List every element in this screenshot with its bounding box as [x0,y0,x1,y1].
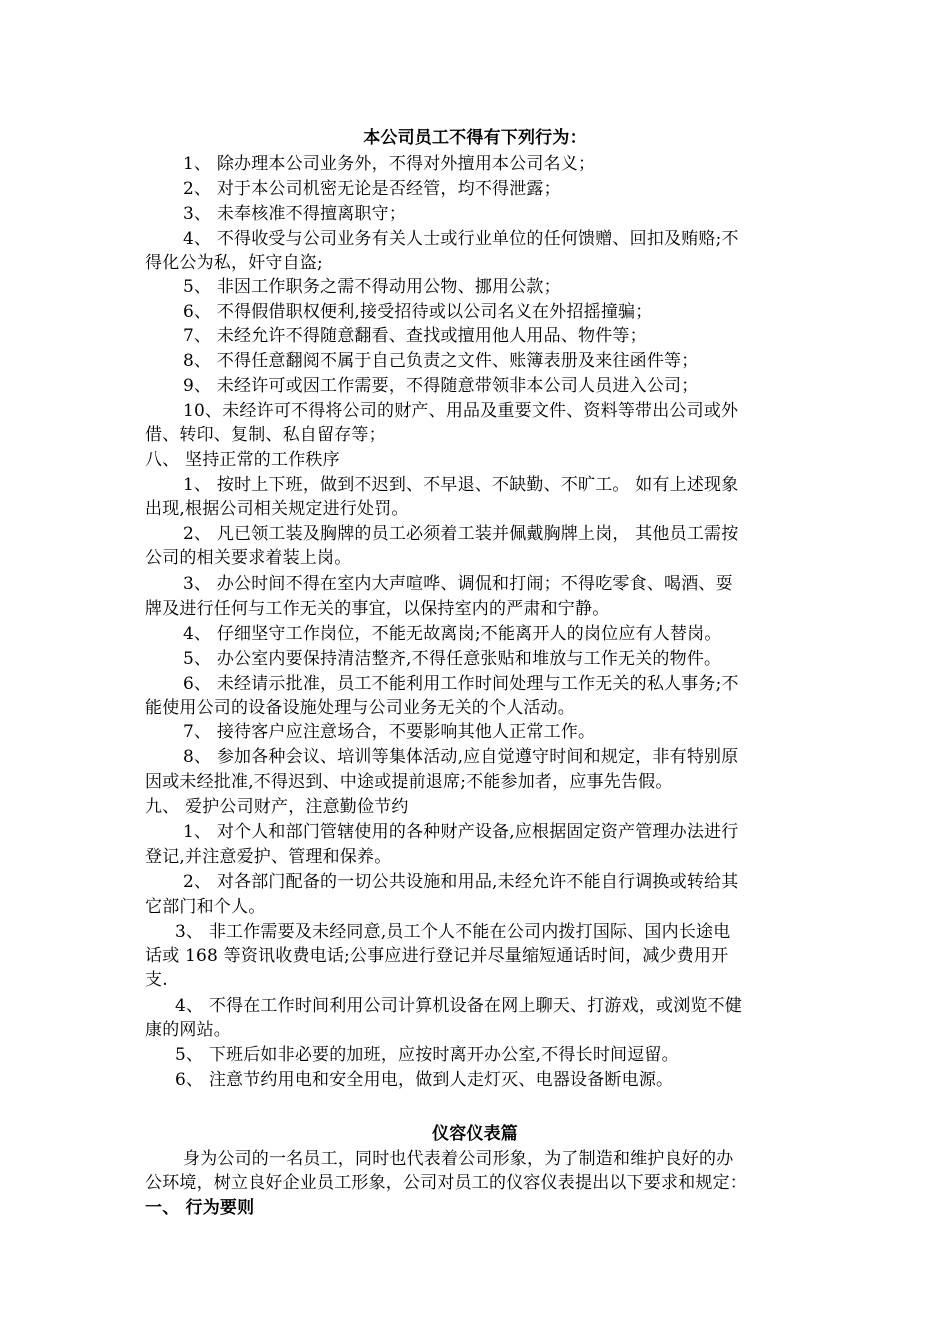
list-item: 1、 除办理本公司业务外，不得对外擅用本公司名义； [183,154,596,174]
list-item: 4、 不得在工作时间利用公司计算机设备在网上聊天、打游戏，或浏览不健 [175,996,743,1016]
list-item: 7、 未经允许不得随意翻看、查找或擅用他人用品、物件等； [183,326,647,346]
list-item-continuation: 出现,根据公司相关规定进行处罚。 [145,499,409,519]
section-heading: 八、 坚持正常的工作秩序 [145,450,340,470]
list-item: 4、 仔细坚守工作岗位，不能无故离岗;不能离开人的岗位应有人替岗。 [183,624,722,644]
section-title: 仪容仪表篇 [432,1124,518,1144]
list-item-continuation: 它部门和个人。 [145,897,266,917]
list-item: 5、 办公室内要保持清洁整齐,不得任意张贴和堆放与工作无关的物件。 [183,649,722,669]
list-item-continuation: 登记,并注意爱护、管理和保养。 [145,847,392,867]
list-item: 7、 接待客户应注意场合，不要影响其他人正常工作。 [183,722,596,742]
list-item-continuation: 支. [145,970,168,990]
list-item-continuation: 康的网站。 [145,1020,231,1040]
list-item: 6、 不得假借职权便利,接受招待或以公司名义在外招摇撞骗； [183,302,653,322]
paragraph-line: 身为公司的一名员工，同时也代表着公司形象，为了制造和维护良好的办 [183,1149,734,1169]
list-item: 9、 未经许可或因工作需要，不得随意带领非本公司人员进入公司； [183,376,699,396]
list-item: 6、 注意节约用电和安全用电，做到人走灯灭、电器设备断电源。 [175,1070,674,1090]
list-item-continuation: 话或 168 等资讯收费电话;公事应进行登记并尽量缩短通话时间，减少费用开 [145,946,729,966]
list-item-continuation: 能使用公司的设备设施处理与公司业务无关的个人活动。 [145,698,575,718]
section-heading: 九、 爱护公司财产，注意勤俭节约 [145,797,409,817]
list-item: 6、 未经请示批准，员工不能利用工作时间处理与工作无关的私人事务;不 [183,674,739,694]
list-item-continuation: 公司的相关要求着装上岗。 [145,548,352,568]
list-item: 8、 参加各种会议、培训等集体活动,应自觉遵守时间和规定，非有特别原 [183,747,739,767]
list-item: 1、 按时上下班，做到不迟到、不早退、不缺勤、不旷工。 如有上述现象 [183,475,739,495]
list-item: 5、 下班后如非必要的加班，应按时离开办公室,不得长时间逗留。 [175,1045,679,1065]
list-item: 1、 对个人和部门管辖使用的各种财产设备,应根据固定资产管理办法进行 [183,822,739,842]
list-item-continuation: 得化公为私，奸守自盗; [145,253,323,273]
list-item: 4、 不得收受与公司业务有关人士或行业单位的任何馈赠、回扣及贿赂;不 [183,229,739,249]
list-item: 2、 对于本公司机密无论是否经管，均不得泄露； [183,179,561,199]
list-item-continuation: 牌及进行任何与工作无关的事宜，以保持室内的严肃和宁静。 [145,599,610,619]
list-item: 3、 非工作需要及未经同意,员工个人不能在公司内拨打国际、国内长途电 [175,922,731,942]
list-item: 2、 对各部门配备的一切公共设施和用品,未经允许不能自行调换或转给其 [183,872,739,892]
paragraph-line: 公环境，树立良好企业员工形象，公司对员工的仪容仪表提出以下要求和规定： [145,1173,747,1193]
list-item: 10、未经许可不得将公司的财产、用品及重要文件、资料等带出公司或外 [183,401,739,421]
list-item: 3、 未奉核准不得擅离职守； [183,204,407,224]
list-item: 3、 办公时间不得在室内大声喧哗、调侃和打闹；不得吃零食、喝酒、耍 [183,574,733,594]
list-item-continuation: 因或未经批准,不得迟到、中途或提前退席;不能参加者，应事先告假。 [145,772,673,792]
section-title: 本公司员工不得有下列行为： [363,128,587,148]
list-item: 2、 凡已领工装及胸牌的员工必须着工装并佩戴胸牌上岗， 其他员工需按 [183,524,739,544]
list-item: 5、 非因工作职务之需不得动用公物、挪用公款； [183,277,561,297]
subsection-heading: 一、 行为要则 [145,1198,255,1218]
list-item-continuation: 借、转印、复制、私自留存等； [145,425,386,445]
list-item: 8、 不得任意翻阅不属于自己负责之文件、账簿表册及来往函件等； [183,351,699,371]
